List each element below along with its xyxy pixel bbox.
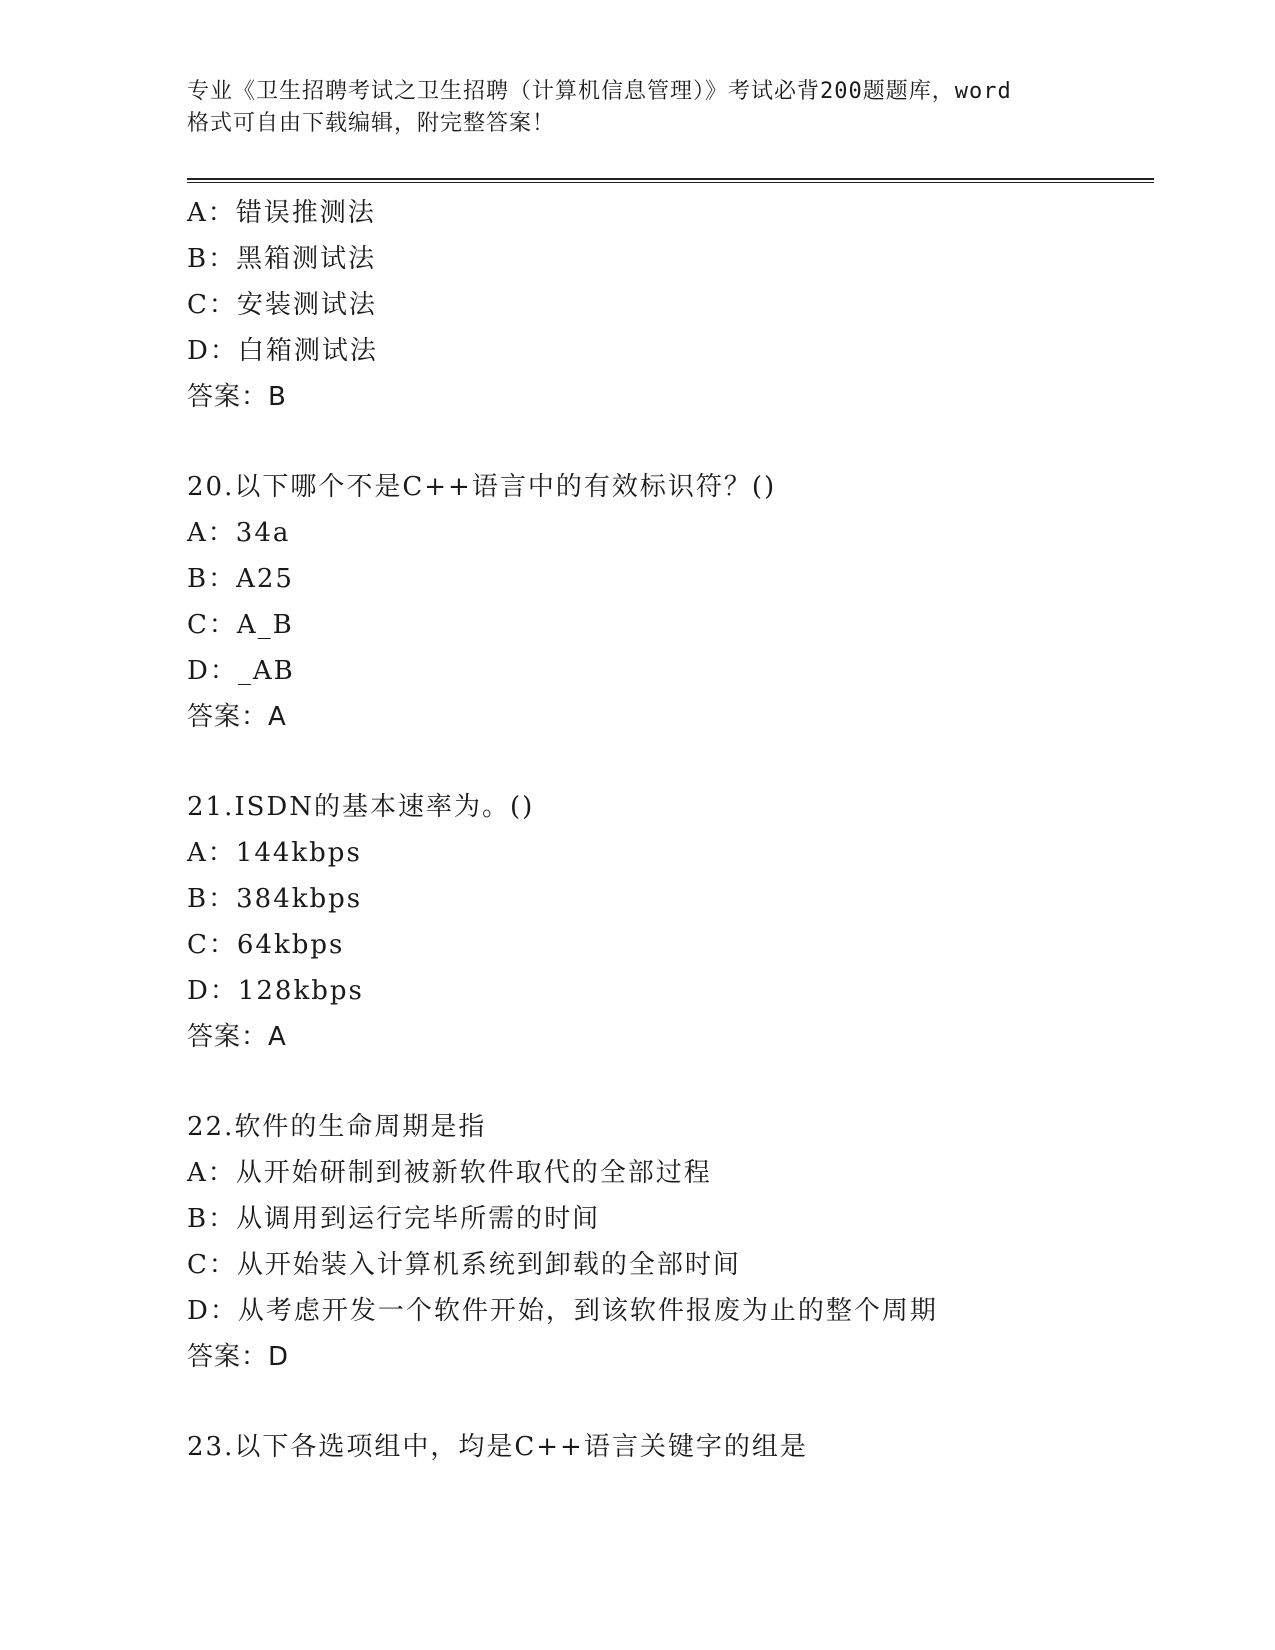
question-title: 21.ISDN的基本速率为。() — [187, 792, 535, 822]
option-d: D：白箱测试法 — [187, 336, 378, 366]
answer: 答案：D — [187, 1342, 290, 1372]
answer: 答案：B — [187, 382, 287, 412]
option-c: C：安装测试法 — [187, 290, 377, 320]
question-19 — [187, 190, 1147, 420]
option-c: C：A_B — [187, 610, 294, 640]
question-title: 22.软件的生命周期是指 — [187, 1112, 487, 1142]
question-title: 20.以下哪个不是C++语言中的有效标识符？() — [187, 472, 777, 502]
question-21 — [187, 784, 1147, 1060]
option-c: C：64kbps — [187, 930, 345, 960]
option-d: D：128kbps — [187, 976, 364, 1006]
option-d: D：_AB — [187, 656, 295, 686]
answer: 答案：A — [187, 702, 287, 732]
header-line-2: 格式可自由下载编辑，附完整答案！ — [187, 111, 556, 136]
option-b: B：从调用到运行完毕所需的时间 — [187, 1204, 601, 1234]
option-a: A：144kbps — [187, 838, 362, 868]
question-22 — [187, 1104, 1147, 1380]
question-23 — [187, 1424, 1147, 1470]
document-header — [187, 76, 1087, 140]
question-title: 23.以下各选项组中，均是C++语言关键字的组是 — [187, 1432, 808, 1462]
question-20 — [187, 464, 1147, 740]
question-list — [187, 190, 1147, 1470]
header-divider — [187, 178, 1154, 183]
option-a: A：从开始研制到被新软件取代的全部过程 — [187, 1158, 712, 1188]
option-c: C：从开始装入计算机系统到卸载的全部时间 — [187, 1250, 741, 1280]
option-a: A：错误推测法 — [187, 198, 376, 228]
option-b: B：黑箱测试法 — [187, 244, 377, 274]
header-line-1: 专业《卫生招聘考试之卫生招聘（计算机信息管理）》考试必背200题题库，word — [187, 79, 1012, 104]
option-b: B：384kbps — [187, 884, 363, 914]
option-a: A：34a — [187, 518, 291, 548]
option-b: B：A25 — [187, 564, 294, 594]
option-d: D：从考虑开发一个软件开始，到该软件报废为止的整个周期 — [187, 1296, 938, 1326]
answer: 答案：A — [187, 1022, 287, 1052]
